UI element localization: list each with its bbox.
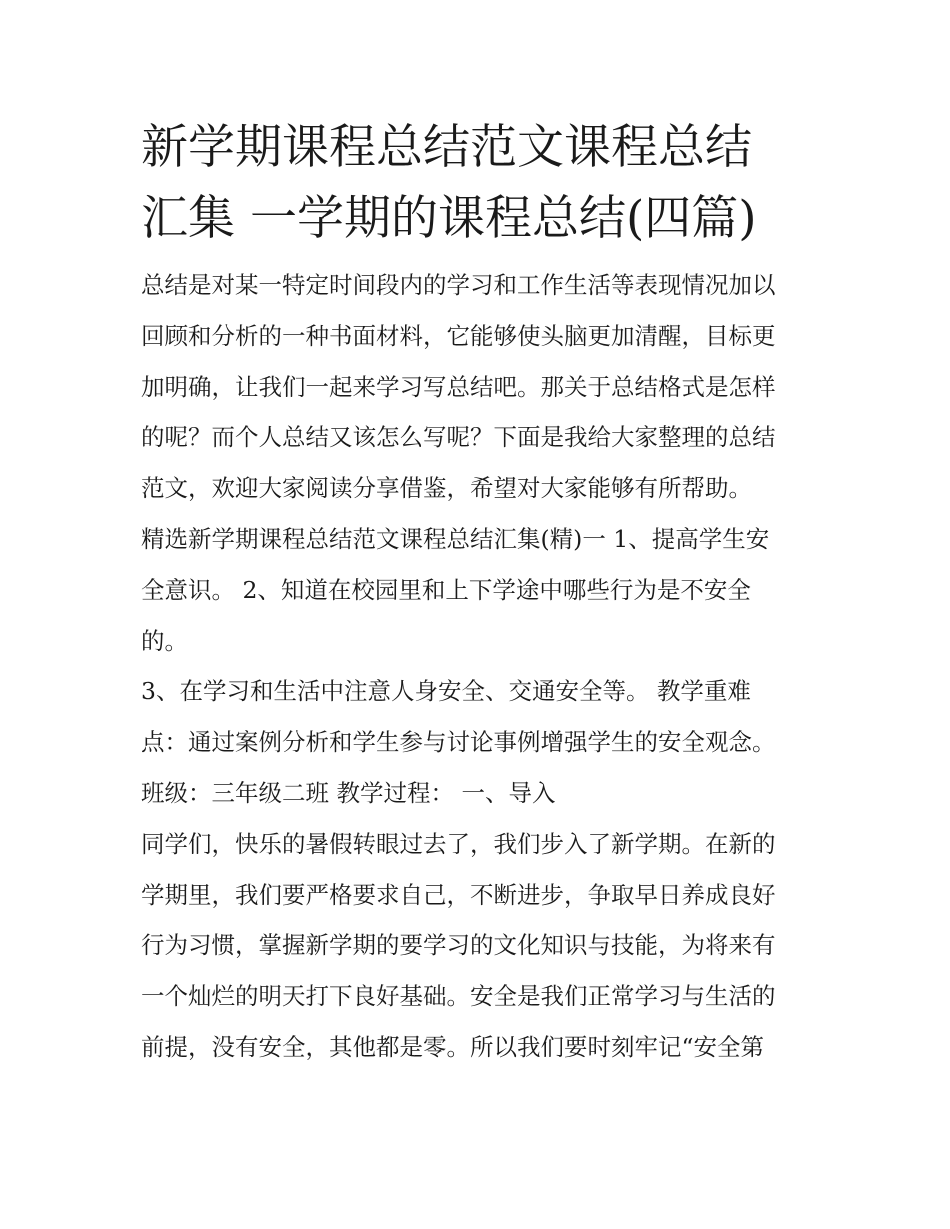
text-line: 3、在学习和生活中注意人身安全、交通安全等。 教学重难 (141, 677, 751, 706)
paragraph-intro (141, 260, 821, 514)
text-line: 加明确，让我们一起来学习写总结吧。那关于总结格式是怎样 (141, 372, 776, 401)
text-line: 总结是对某一特定时间段内的学习和工作生活等表现情况加以 (141, 271, 776, 299)
paragraph-key-points (141, 666, 821, 818)
text-line: 前提，没有安全，其他都是零。所以我们要时刻牢记“安全第 (141, 1032, 765, 1061)
text-line: 的呢？而个人总结又该怎么写呢？下面是我给大家整理的总结 (141, 423, 776, 452)
document-content (141, 112, 821, 1073)
text-line: 精选新学期课程总结范文课程总结汇集(精)一 1、提高学生安 (141, 524, 770, 553)
text-line: 的。 (141, 626, 188, 655)
text-line: 班级：三年级二班 教学过程： 一、导入 (141, 778, 556, 807)
text-line: 学期里，我们要严格要求自己，不断进步，争取早日养成良好 (141, 880, 776, 909)
text-line: 同学们，快乐的暑假转眼过去了，我们步入了新学期。在新的 (141, 829, 776, 858)
title-line: 新学期课程总结范文课程总结 (141, 120, 752, 175)
text-line: 行为习惯，掌握新学期的要学习的文化知识与技能，为将来有 (141, 931, 776, 960)
text-line: 全意识。 2、知道在校园里和上下学途中哪些行为是不安全 (141, 575, 751, 604)
document-title (141, 112, 821, 254)
text-line: 点：通过案例分析和学生参与讨论事例增强学生的安全观念。 (141, 728, 776, 757)
text-line: 一个灿烂的明天打下良好基础。安全是我们正常学习与生活的 (141, 982, 776, 1011)
text-line: 回顾和分析的一种书面材料，它能够使头脑更加清醒，目标更 (141, 321, 776, 350)
title-line: 汇集 一学期的课程总结(四篇) (141, 191, 757, 246)
text-line: 范文，欢迎大家阅读分享借鉴，希望对大家能够有所帮助。 (141, 474, 752, 503)
paragraph-introduction-lesson (141, 819, 821, 1073)
paragraph-goals (141, 514, 821, 666)
